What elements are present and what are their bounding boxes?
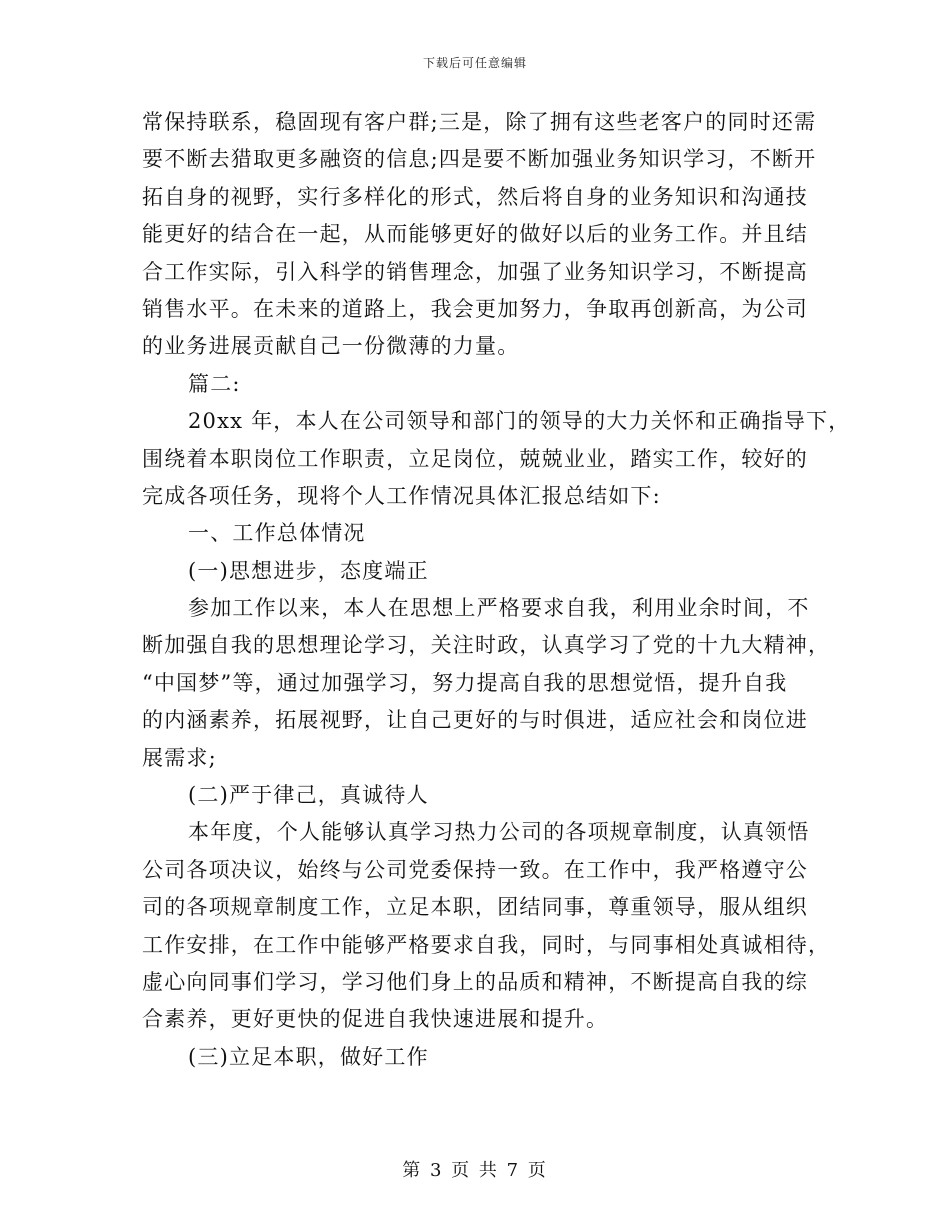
body-line: 公司各项决议，始终与公司党委保持一致。在工作中，我严格遵守公 bbox=[142, 857, 808, 882]
body-line: 合素养，更好更快的促进自我快速进展和提升。 bbox=[142, 1007, 609, 1032]
body-line: 参加工作以来，本人在思想上严格要求自我，利用业余时间，不 bbox=[188, 596, 810, 621]
body-line: 工作安排，在工作中能够严格要求自我，同时，与同事相处真诚相待， bbox=[142, 932, 831, 957]
body-line: 围绕着本职岗位工作职责，立足岗位，兢兢业业，踏实工作，较好的 bbox=[142, 446, 808, 471]
body-line: 常保持联系，稳固现有客户群;三是，除了拥有这些老客户的同时还需 bbox=[142, 110, 817, 134]
body-line: “中国梦”等，通过加强学习，努力提高自我的思想觉悟，提升自我 bbox=[142, 670, 788, 695]
body-line: 的业务进展贡献自己一份微薄的力量。 bbox=[142, 334, 520, 359]
body-line: 完成各项任务，现将个人工作情况具体汇报总结如下: bbox=[142, 483, 661, 508]
subsection-heading: (三)立足本职，做好工作 bbox=[188, 1044, 429, 1069]
body-line: 销售水平。在未来的道路上，我会更加努力，争取再创新高，为公司 bbox=[142, 296, 808, 321]
body-line: 拓自身的视野，实行多样化的形式，然后将自身的业务知识和沟通技 bbox=[142, 184, 808, 209]
subsection-heading: (二)严于律己，真诚待人 bbox=[188, 783, 429, 808]
body-line: 要不断去猎取更多融资的信息;四是要不断加强业务知识学习，不断开 bbox=[142, 147, 817, 172]
body-line: 的内涵素养，拓展视野，让自己更好的与时俱进，适应社会和岗位进 bbox=[142, 708, 808, 733]
body-line: 司的各项规章制度工作，立足本职，团结同事，尊重领导，服从组织 bbox=[142, 895, 808, 920]
page-header: 下载后可任意编辑 bbox=[422, 56, 527, 70]
body-line: 虚心向同事们学习，学习他们身上的品质和精神，不断提高自我的综 bbox=[142, 969, 808, 994]
body-line: 合工作实际，引入科学的销售理念，加强了业务知识学习，不断提高 bbox=[142, 259, 808, 284]
body-line: 本年度，个人能够认真学习热力公司的各项规章制度，认真领悟 bbox=[188, 820, 810, 845]
body-line: 20xx 年，本人在公司领导和部门的领导的大力关怀和正确指导下， bbox=[188, 409, 851, 434]
section-heading: 一、工作总体情况 bbox=[188, 521, 366, 546]
page-footer: 第 3 页 共 7 页 bbox=[402, 1160, 548, 1181]
body-line: 断加强自我的思想理论学习，关注时政，认真学习了党的十九大精神， bbox=[142, 633, 831, 658]
body-line: 能更好的结合在一起，从而能够更好的做好以后的业务工作。并且结 bbox=[142, 222, 808, 247]
section-heading: 篇二: bbox=[188, 371, 241, 396]
subsection-heading: (一)思想进步，态度端正 bbox=[188, 558, 429, 583]
body-line: 展需求; bbox=[142, 745, 217, 770]
document-body bbox=[142, 104, 851, 1076]
